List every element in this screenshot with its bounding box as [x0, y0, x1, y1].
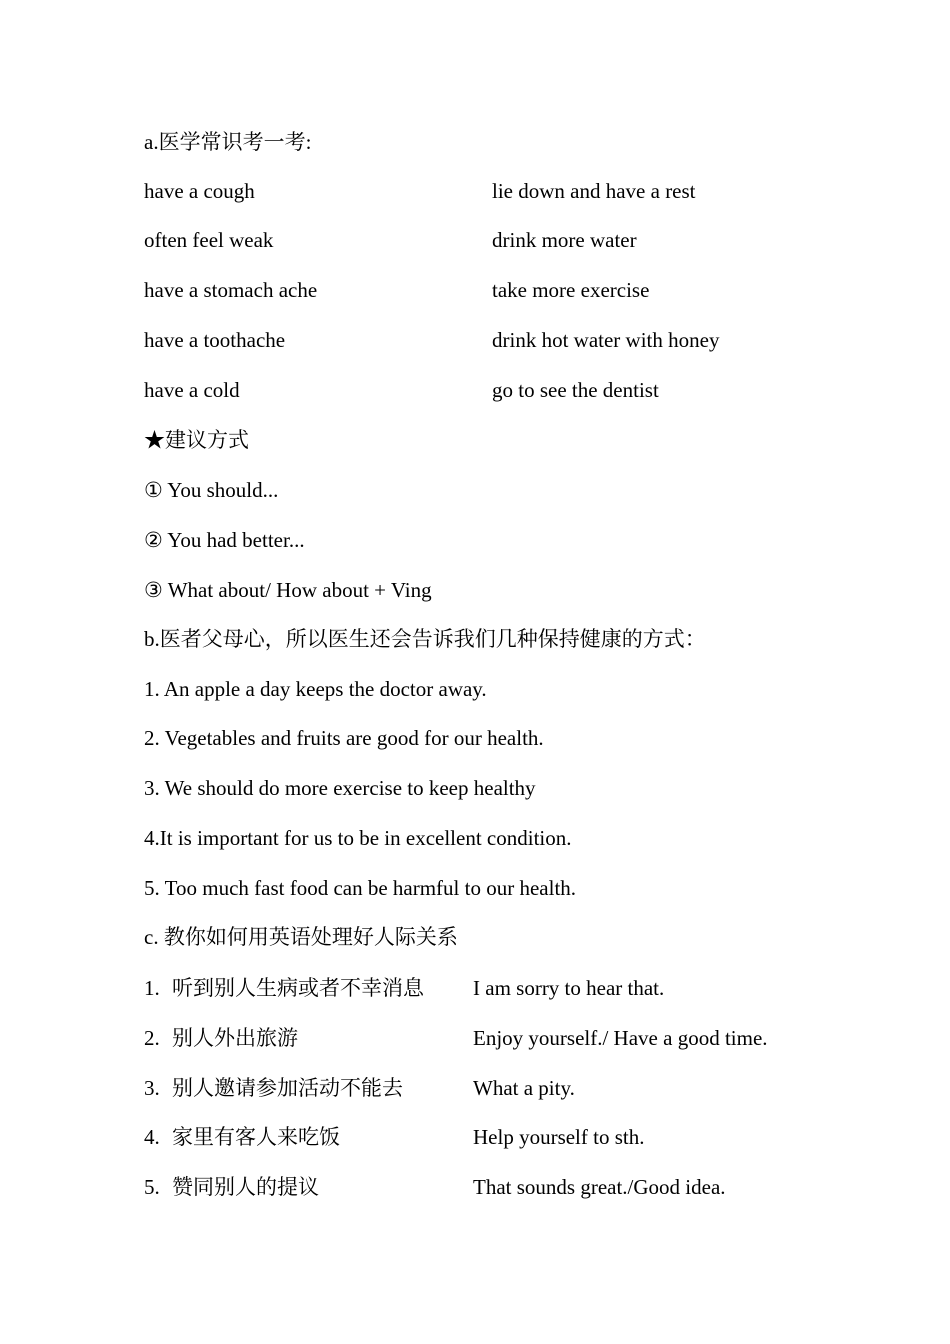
health-tip-2: 2. Vegetables and fruits are good for our health. [144, 726, 544, 750]
section-c-heading: c. 教你如何用英语处理好人际关系 [144, 925, 458, 949]
suggestion-item-1: ① You should... [144, 478, 279, 502]
advice-2: drink more water [492, 228, 637, 252]
section-b-heading: b.医者父母心，所以医生还会告诉我们几种保持健康的方式： [144, 627, 706, 651]
section-a-heading: a.医学常识考一考: [144, 130, 312, 154]
advice-3: take more exercise [492, 278, 650, 302]
phrase-3: What a pity. [473, 1076, 575, 1100]
situation-row-1 [144, 975, 424, 1001]
phrase-2: Enjoy yourself./ Have a good time. [473, 1026, 768, 1050]
phrase-5: That sounds great./Good idea. [473, 1175, 726, 1199]
situation-row-3 [144, 1075, 403, 1101]
suggestion-item-2: ② You had better... [144, 528, 305, 552]
health-tip-4: 4.It is important for us to be in excellent condition. [144, 826, 572, 850]
symptom-2: often feel weak [144, 228, 274, 252]
symptom-1: have a cough [144, 179, 255, 203]
situation-text: 别人邀请参加活动不能去 [172, 1076, 403, 1100]
advice-1: lie down and have a rest [492, 179, 696, 203]
symptom-4: have a toothache [144, 328, 286, 352]
health-tip-3: 3. We should do more exercise to keep healthy [144, 776, 536, 800]
situation-text: 家里有客人来吃饭 [172, 1125, 340, 1149]
symptom-5: have a cold [144, 378, 240, 402]
symptom-3: have a stomach ache [144, 278, 318, 302]
situation-number: 2. [144, 1026, 160, 1050]
situation-text: 别人外出旅游 [172, 1026, 298, 1050]
phrase-4: Help yourself to sth. [473, 1125, 645, 1149]
situation-number: 5. [144, 1175, 160, 1199]
situation-number: 1. [144, 976, 160, 1000]
situation-text: 听到别人生病或者不幸消息 [172, 976, 424, 1000]
advice-4: drink hot water with honey [492, 328, 720, 352]
suggestions-heading: ★建议方式 [144, 428, 249, 452]
situation-row-4 [144, 1124, 340, 1150]
suggestion-item-3: ③ What about/ How about + Ving [144, 578, 432, 602]
phrase-1: I am sorry to hear that. [473, 976, 665, 1000]
situation-row-5 [144, 1174, 319, 1200]
situation-number: 3. [144, 1076, 160, 1100]
health-tip-5: 5. Too much fast food can be harmful to our health. [144, 876, 577, 900]
situation-text: 赞同别人的提议 [172, 1175, 319, 1199]
advice-5: go to see the dentist [492, 378, 659, 402]
situation-number: 4. [144, 1125, 160, 1149]
health-tip-1: 1. An apple a day keeps the doctor away. [144, 677, 487, 701]
situation-row-2 [144, 1025, 298, 1051]
